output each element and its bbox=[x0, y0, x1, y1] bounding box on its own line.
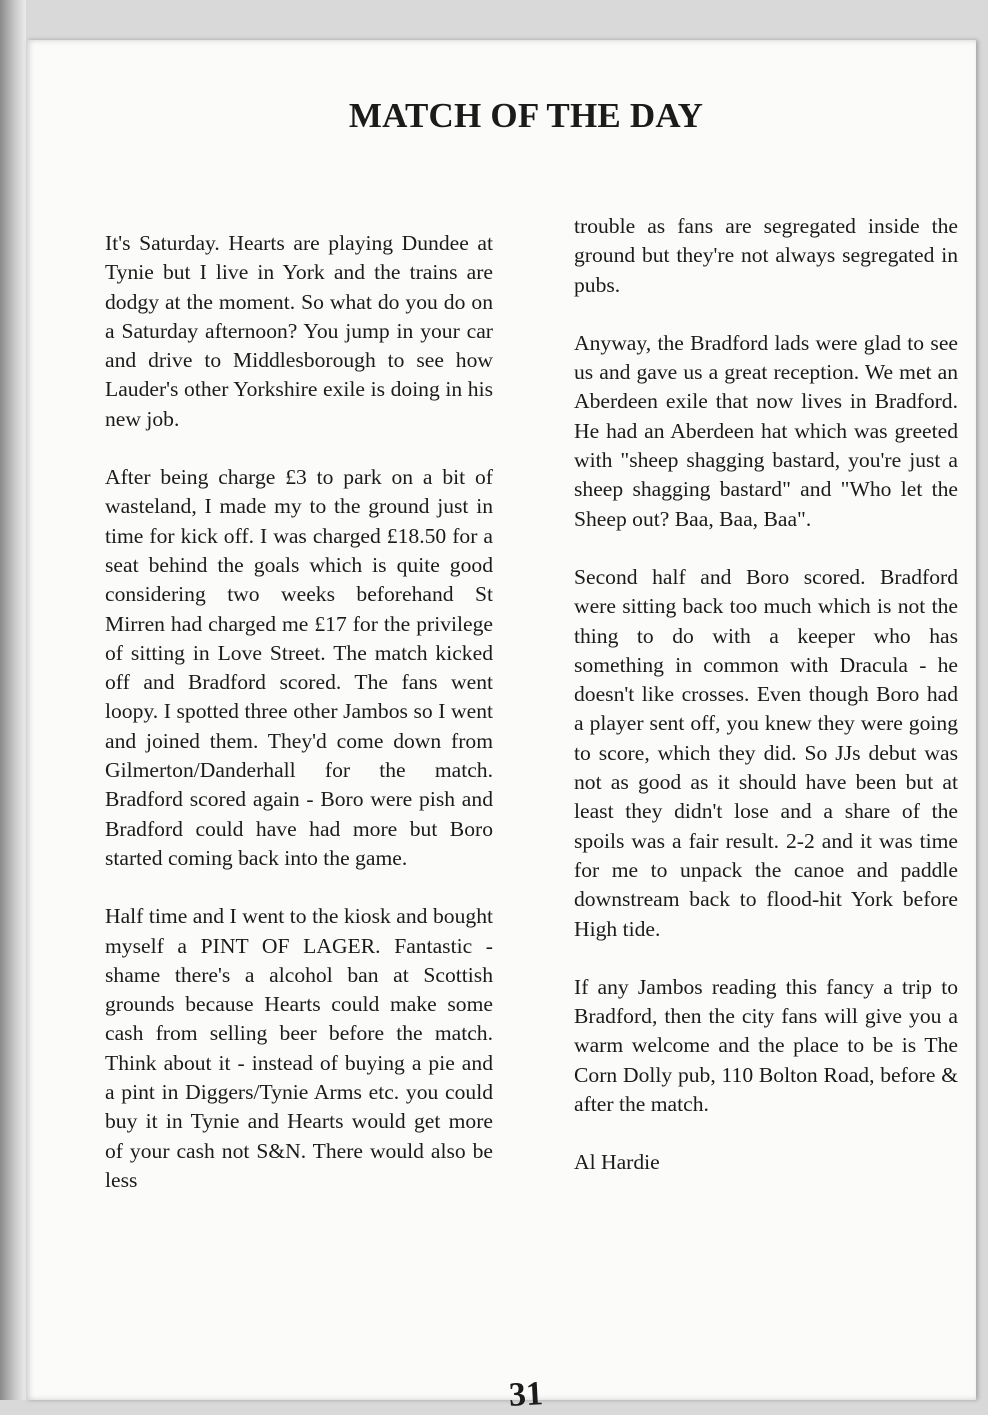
magazine-page bbox=[26, 40, 976, 1414]
article-title: MATCH OF THE DAY bbox=[348, 96, 704, 135]
paragraph: If any Jambos reading this fancy a trip to Bradford, then the city fans will give you a warm welcome and the place to be is The Corn Dolly pub, 110 Bolton Road, before & after the match. bbox=[574, 974, 958, 1117]
paragraph: It's Saturday. Hearts are playing Dundee at Tynie but I live in York and the trains are dodgy at the moment. So what do you do on a Saturday afternoon? You jump in your car and drive to Middlesborough to see how Lauder's other Yorkshire exile is doing in his new job. bbox=[105, 231, 493, 431]
paragraph: After being charge £3 to park on a bit of wasteland, I made my to the ground just in time for kick off. I was charged £18.50 for a seat behind the goals which is quite good considering two weeks beforehand St Mirren had charged me £17 for the privilege of sitting in Love Street. The match kicked off and Bradford scored. The fans went loopy. I spotted three other Jambos so I went and joined them. They'd come down from Gilmerton/Danderhall for the match. Bradford scored again - Boro were pish and Bradford could have had more but Boro started coming back into the game. bbox=[105, 465, 493, 870]
paragraph: Anyway, the Bradford lads were glad to see us and gave us a great reception. We met an Aberdeen exile that now lives in Bradford. He had an Aberdeen hat which was greeted with "sheep shagging bastard, you're just a sheep shagging bastard" and "Who let the Sheep out? Baa, Baa, Baa". bbox=[574, 330, 958, 531]
author-signature: Al Hardie bbox=[574, 1150, 660, 1175]
paragraph: trouble as fans are segregated inside the ground but they're not always segregated in pubs. bbox=[574, 214, 958, 297]
left-column bbox=[105, 229, 493, 1224]
right-column bbox=[574, 212, 958, 1207]
binding-spine bbox=[0, 0, 26, 1400]
page-number: 31 bbox=[508, 1375, 544, 1414]
paragraph: Second half and Boro scored. Bradford were sitting back too much which is not the thing to do with a keeper who has something in common with Dracula - he doesn't like crosses. Even though Boro had a player sent off, you knew they were going to score, which they did. So JJs debut was not as good as it should have been but at least they didn't lose and a share of the spoils was a fair result. 2-2 and it was time for me to unpack the canoe and paddle downstream back to flood-hit York before High tide. bbox=[574, 564, 958, 941]
paragraph: Half time and I went to the kiosk and bought myself a PINT OF LAGER. Fantastic - shame there's a alcohol ban at Scottish grounds because Hearts could make some cash from selling beer before the match. Think about it - instead of buying a pie and a pint in Diggers/Tynie Arms etc. you could buy it in Tynie and Hearts would get more of your cash not S&N. There would also be less bbox=[105, 904, 493, 1192]
